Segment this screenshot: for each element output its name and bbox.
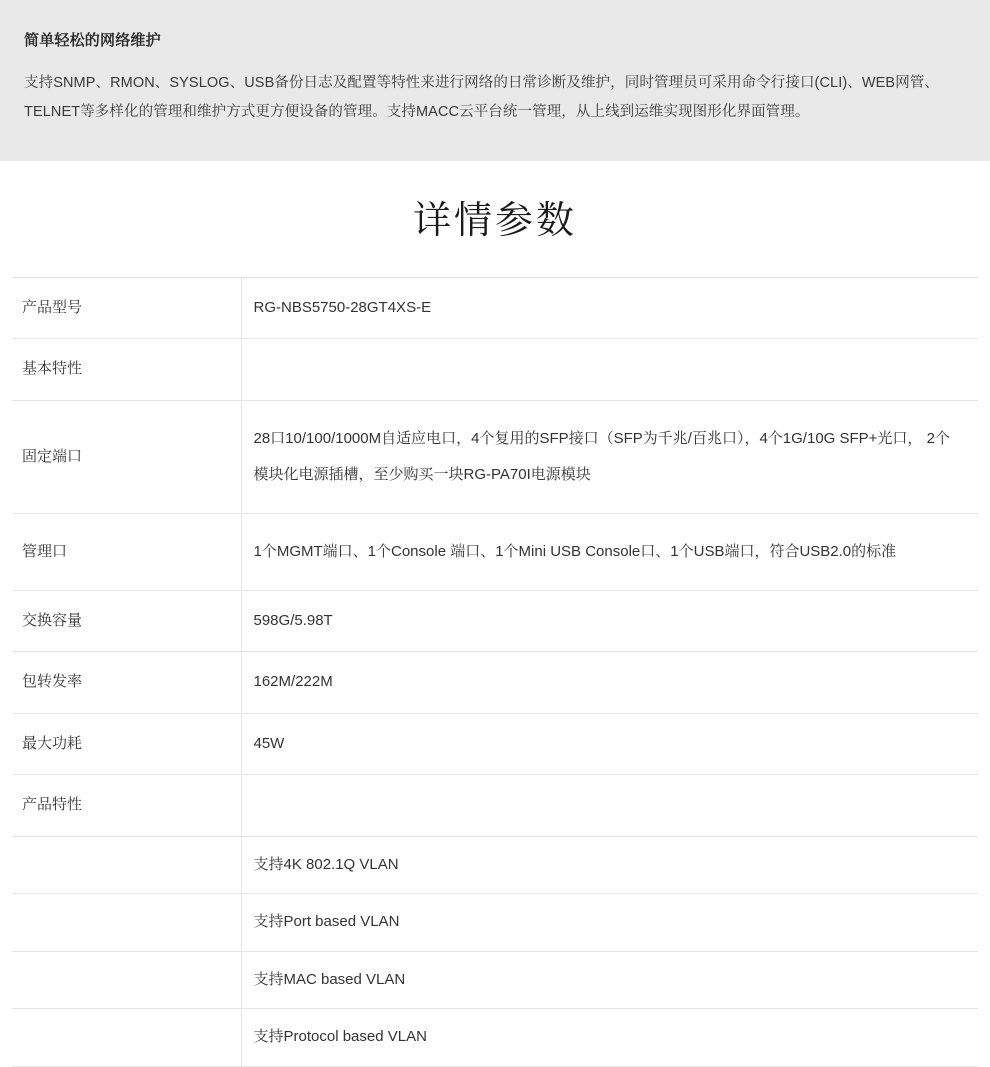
spec-value: RG-NBS5750-28GT4XS-E: [253, 298, 432, 316]
spec-label: [12, 951, 241, 1009]
spec-value: 支持Protocol based VLAN: [253, 1028, 427, 1046]
spec-label: 产品特性: [12, 775, 241, 837]
table-row: [12, 894, 978, 952]
spec-value: 支持MAC based VLAN: [253, 970, 406, 988]
table-row: [12, 400, 978, 513]
spec-label: [12, 894, 241, 952]
table-row: [12, 951, 978, 1009]
intro-section: [0, 0, 990, 161]
spec-value: 支持4K 802.1Q VLAN: [253, 855, 399, 873]
spec-value: [241, 775, 978, 837]
table-row: [12, 277, 978, 339]
table-row: [12, 652, 978, 714]
spec-table: [12, 277, 978, 1067]
table-row: [12, 775, 978, 837]
spec-table-body: [12, 277, 978, 1066]
spec-value: [241, 339, 978, 401]
spec-value: 支持Port based VLAN: [253, 913, 400, 931]
table-row: [12, 590, 978, 652]
spec-value: 45W: [253, 734, 285, 752]
spec-label: 基本特性: [12, 339, 241, 401]
spec-label: 最大功耗: [12, 713, 241, 775]
table-row: [12, 1009, 978, 1067]
spec-label: [12, 836, 241, 894]
intro-body: 支持SNMP、RMON、SYSLOG、USB备份日志及配置等特性来进行网络的日常诊断及维护，同时管理员可采用命令行接口(CLI)、WEB网管、TELNET等多样化的管理和维护方式更方便设备的管理。支持MACC云平台统一管理，从上线到运维实现图形化界面管理。: [24, 75, 939, 120]
page-title: 详情参数: [412, 200, 577, 242]
spec-label: 包转发率: [12, 652, 241, 714]
spec-label: 产品型号: [12, 277, 241, 339]
spec-label: 管理口: [12, 513, 241, 590]
spec-label: 交换容量: [12, 590, 241, 652]
spec-value: 1个MGMT端口、1个Console 端口、1个Mini USB Console口、1个USB端口，符合USB2.0的标准: [253, 542, 897, 560]
spec-value: 598G/5.98T: [253, 611, 333, 629]
spec-label: 固定端口: [12, 400, 241, 513]
table-row: [12, 713, 978, 775]
spec-label: [12, 1009, 241, 1067]
intro-title: 简单轻松的网络维护: [24, 32, 161, 49]
table-row: [12, 513, 978, 590]
spec-value: 162M/222M: [253, 673, 333, 691]
table-row: [12, 836, 978, 894]
table-row: [12, 339, 978, 401]
spec-value: 28口10/100/1000M自适应电口，4个复用的SFP接口（SFP为千兆/百兆口），4个1G/10G SFP+光口， 2个模块化电源插槽，至少购买一块RG-PA70I电源模块: [253, 429, 950, 483]
